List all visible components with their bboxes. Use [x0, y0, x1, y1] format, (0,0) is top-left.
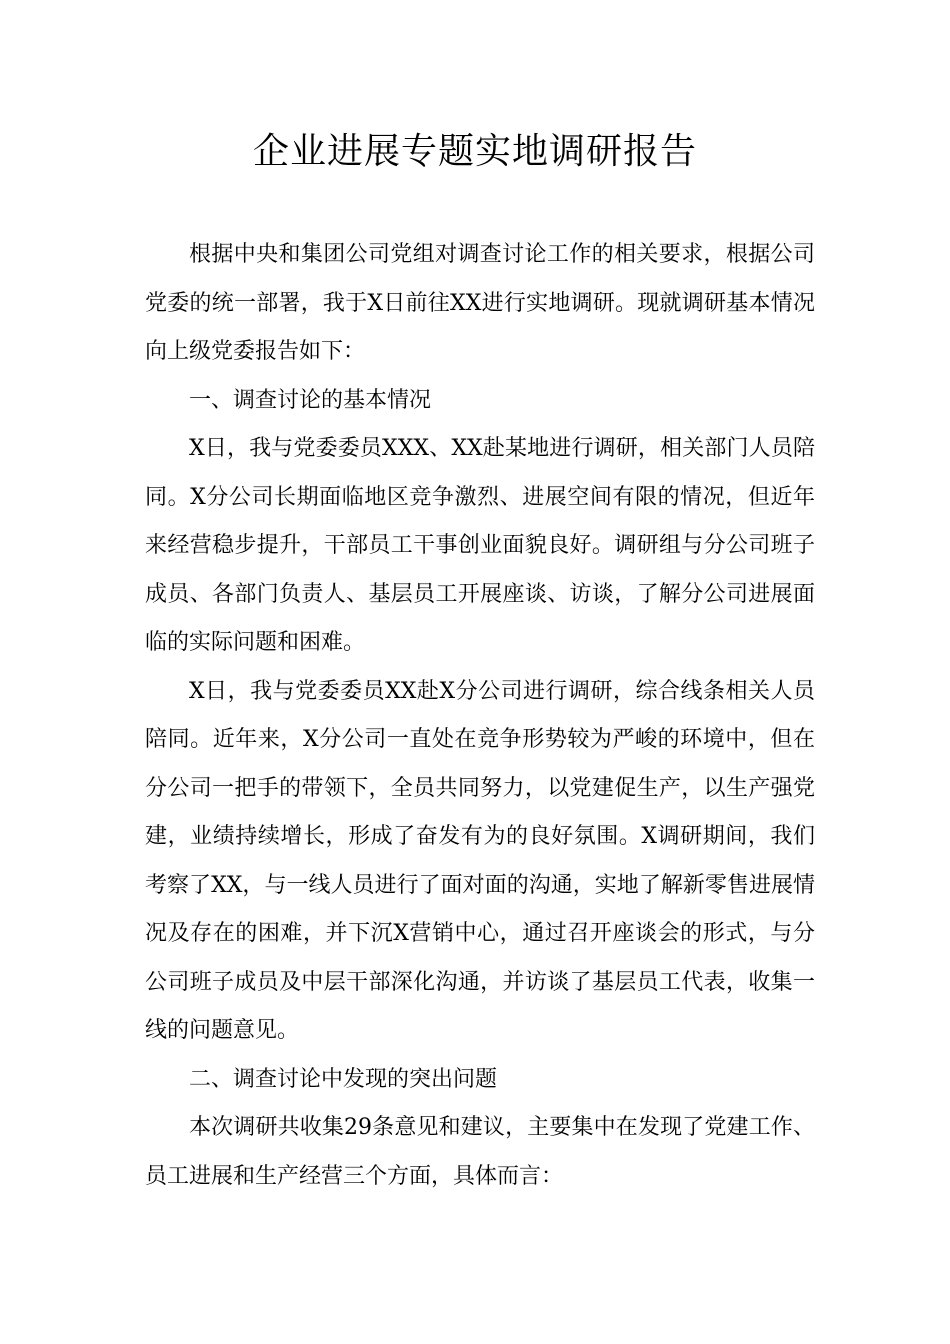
section-heading-2: 二、调查讨论中发现的突出问题 [189, 1066, 498, 1092]
section-heading-1: 一、调查讨论的基本情况 [189, 387, 432, 413]
body-paragraph: X日，我与党委委员XXX、XX赴某地进行调研，相关部门人员陪同。X分公司长期面临地区竞争激烈、进展空间有限的情况，但近年来经营稳步提升，干部员工干事创业面貌良好。调研组与分公司班子成员、各部门负责人、基层员工开展座谈、访谈，了解分公司进展面临的实际问题和困难。 [145, 436, 815, 655]
body-paragraph: 本次调研共收集29条意见和建议，主要集中在发现了党建工作、员工进展和生产经营三个方面，具体而言： [145, 1115, 815, 1189]
document-title: 企业进展专题实地调研报告 [252, 131, 697, 172]
document-body [145, 231, 815, 1201]
body-paragraph: X日，我与党委委员XX赴X分公司进行调研，综合线条相关人员陪同。近年来，X分公司一直处在竞争形势较为严峻的环境中，但在分公司一把手的带领下，全员共同努力，以党建促生产，以生产强党建，业绩持续增长，形成了奋发有为的良好氛围。X调研期间，我们考察了XX，与一线人员进行了面对面的沟通，实地了解新零售进展情况及存在的困难，并下沉X营销中心，通过召开座谈会的形式，与分公司班子成员及中层干部深化沟通，并访谈了基层员工代表，收集一线的问题意见。 [145, 678, 815, 1043]
intro-paragraph: 根据中央和集团公司党组对调查讨论工作的相关要求，根据公司党委的统一部署，我于X日前往XX进行实地调研。现就调研基本情况向上级党委报告如下： [145, 242, 815, 364]
